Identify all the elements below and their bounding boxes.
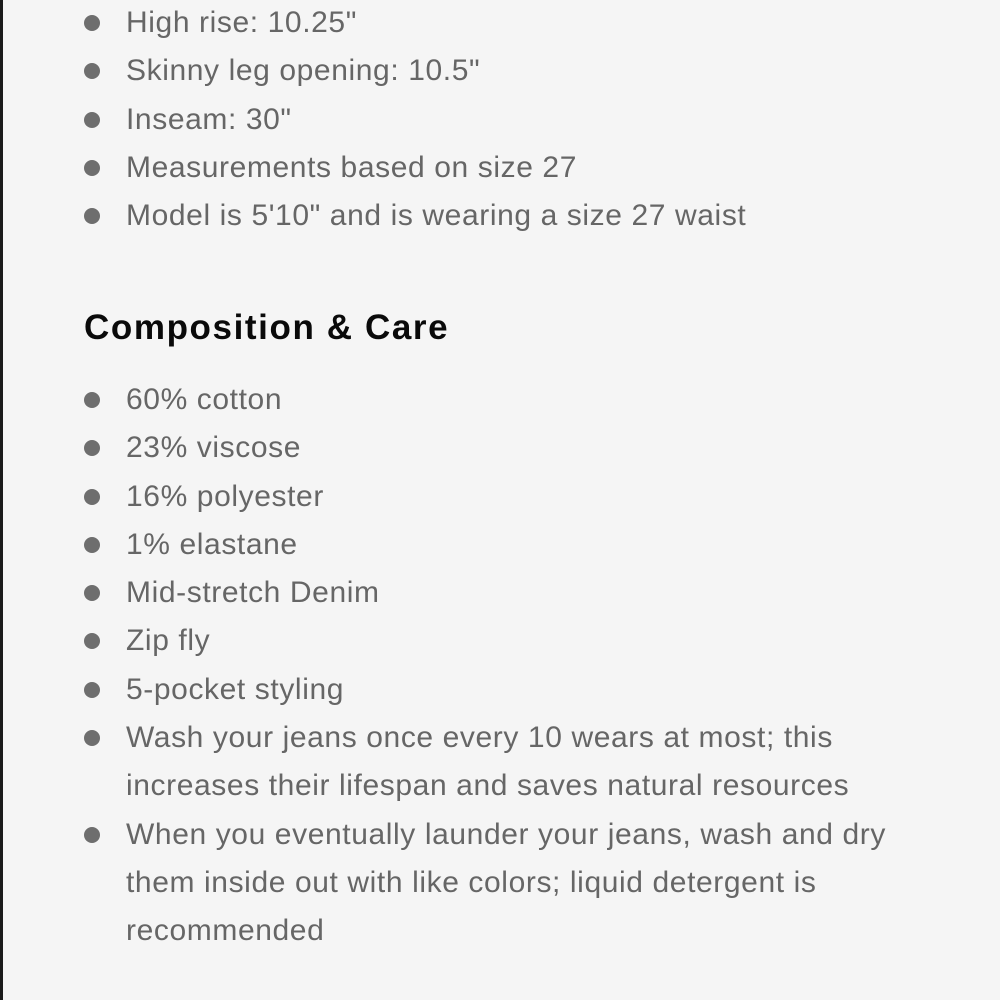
list-item-text: Model is 5'10" and is wearing a size 27 waist [126, 199, 747, 233]
section-title-composition-care: Composition & Care [84, 308, 450, 347]
bullet-icon [84, 15, 100, 31]
list-item-text: 5-pocket styling [126, 672, 345, 706]
list-item-text: 23% viscose [126, 431, 302, 465]
bullet-icon [84, 160, 100, 176]
list-item [0, 666, 1000, 714]
list-item [0, 521, 1000, 569]
list-item-text: Mid-stretch Denim [126, 576, 380, 610]
list-item [0, 376, 1000, 424]
list-item-text: Inseam: 30" [126, 102, 292, 136]
list-item [0, 0, 1000, 47]
bullet-icon [84, 440, 100, 456]
bullet-icon [84, 537, 100, 553]
list-item-text: Skinny leg opening: 10.5" [126, 54, 481, 88]
list-item [0, 96, 1000, 144]
list-item [0, 424, 1000, 472]
bullet-icon [84, 63, 100, 79]
bullet-icon [84, 682, 100, 698]
bullet-icon [84, 392, 100, 408]
list-item-text: High rise: 10.25" [126, 6, 357, 39]
bullet-icon [84, 827, 100, 843]
list-item-text: 16% polyester [126, 479, 324, 513]
list-item-text: Measurements based on size 27 [126, 150, 577, 184]
measurements-list [0, 0, 1000, 240]
list-item-text: 60% cotton [126, 383, 283, 416]
bullet-icon [84, 112, 100, 128]
list-item [0, 569, 1000, 617]
bullet-icon [84, 489, 100, 505]
list-item [0, 192, 1000, 240]
list-item-text: Zip fly [126, 624, 211, 658]
list-item [0, 714, 1000, 811]
bullet-icon [84, 730, 100, 746]
list-item [0, 473, 1000, 521]
list-item [0, 617, 1000, 665]
bullet-icon [84, 208, 100, 224]
composition-care-list [0, 376, 1000, 956]
list-item-text: 1% elastane [126, 527, 298, 561]
list-item-text: Wash your jeans once every 10 wears at most; this increases their lifespan and saves natural resources [126, 721, 850, 803]
list-item [0, 47, 1000, 95]
bullet-icon [84, 585, 100, 601]
list-item-text: When you eventually launder your jeans, wash and dry them inside out with like colors; liquid detergent is recommended [126, 817, 886, 948]
bullet-icon [84, 633, 100, 649]
list-item [0, 811, 1000, 956]
list-item [0, 144, 1000, 192]
